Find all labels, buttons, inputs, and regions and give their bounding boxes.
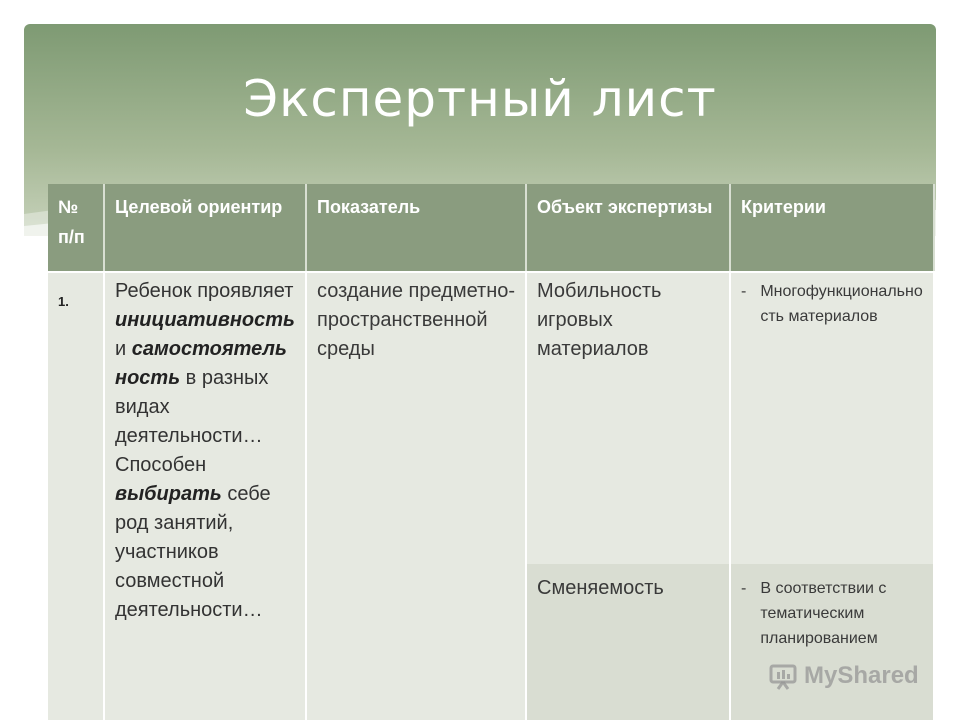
indicator-cell: создание предметно-пространственной среды — [306, 272, 526, 720]
criteria-text: Многофункциональность материалов — [760, 283, 923, 325]
watermark — [768, 656, 928, 696]
header-indicator: Показатель — [306, 184, 526, 272]
table-header-row — [48, 184, 934, 272]
object-cell: Мобильность игровых материалов — [526, 272, 730, 564]
bullet-dash: - — [741, 580, 747, 597]
goal-text: Ребенок проявляет — [115, 280, 294, 302]
goal-cell — [104, 272, 306, 720]
row-number: 1. — [48, 272, 104, 720]
slide-title: Экспертный лист — [243, 70, 717, 128]
goal-emphasis-initiative: инициативность — [115, 309, 295, 331]
criteria-text: В соответствии с тематическим планированием — [760, 580, 887, 647]
goal-text: себе род занятий, участников совместной деятельности… — [115, 483, 271, 621]
bullet-dash: - — [741, 283, 747, 300]
criteria-cell — [730, 564, 934, 720]
expert-sheet-table — [48, 184, 934, 720]
header-criteria: Критерии — [730, 184, 934, 272]
criteria-cell — [730, 272, 934, 564]
goal-text: в разных видах деятельности… Способен — [115, 367, 269, 476]
goal-emphasis-choose: выбирать — [115, 483, 222, 505]
object-cell: Сменяемость — [526, 564, 730, 720]
header-goal: Целевой ориентир — [104, 184, 306, 272]
presentation-icon — [768, 661, 798, 691]
goal-text: и — [115, 338, 127, 360]
table-row — [48, 272, 934, 564]
header-object: Объект экспертизы — [526, 184, 730, 272]
header-number: № п/п — [48, 184, 104, 272]
watermark-text: MyShared — [804, 662, 919, 689]
goal-emphasis-independence: самостоятельность — [115, 338, 287, 389]
